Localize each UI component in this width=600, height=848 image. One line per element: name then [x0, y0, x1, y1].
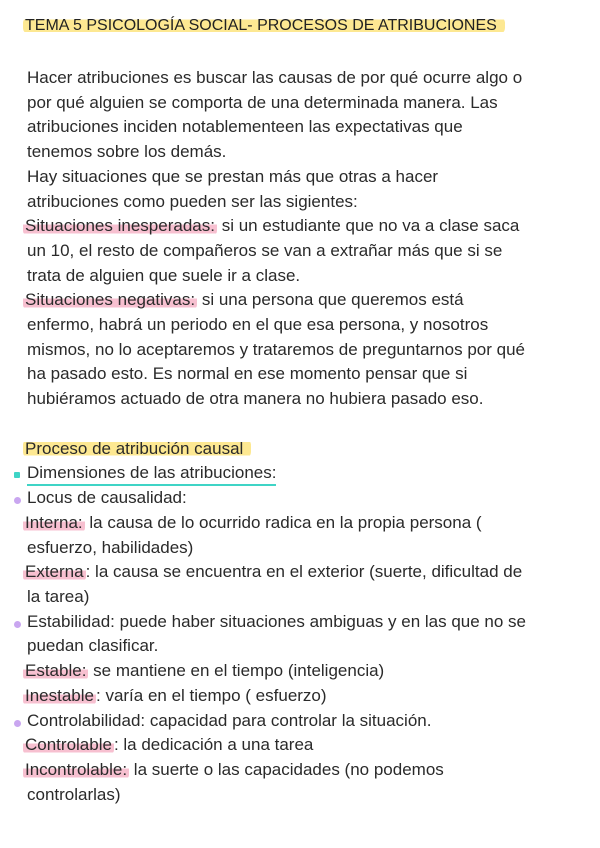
- term-interna: Interna:: [25, 512, 83, 532]
- controlabilidad-label: Controlabilidad: capacidad para controlar la situación.: [27, 710, 432, 730]
- lavender-bullet-icon: [14, 720, 21, 727]
- body-line: ha pasado esto. Es normal en ese momento pensar que si: [27, 364, 468, 384]
- body-line: esfuerzo, habilidades): [27, 537, 194, 557]
- heading-dimensiones: Dimensiones de las atribuciones:: [27, 462, 276, 486]
- bullet-dimensiones: [27, 461, 577, 486]
- intro-line: Hacer atribuciones es buscar las causas de por qué ocurre algo o: [27, 68, 523, 87]
- term-inestable: Inestable: [25, 685, 94, 705]
- definition-text: la suerte o las capacidades (no podemos: [129, 759, 444, 779]
- locus-label: Locus de causalidad:: [27, 488, 187, 508]
- intro-line: Hay situaciones que se prestan más que otras a hacer: [27, 166, 439, 186]
- spacer: [27, 412, 577, 437]
- definition-text: : varía en el tiempo ( esfuerzo): [96, 685, 327, 705]
- section-heading: [27, 437, 577, 462]
- bullet-controlabilidad: [27, 709, 577, 734]
- item-interna: [27, 511, 577, 536]
- body-line: enfermo, habrá un periodo en el que esa persona, y nosotros: [27, 315, 489, 335]
- intro-line: atribuciones como pueden ser las sigientes:: [27, 191, 358, 211]
- body-line: hubiéramos actuado de otra manera no hubiera pasado eso.: [27, 389, 484, 409]
- definition-text: : la causa se encuentra en el exterior (suerte, dificultad de: [85, 562, 523, 582]
- heading-proceso: Proceso de atribución causal: [23, 439, 251, 458]
- item-inestable: [27, 684, 577, 709]
- term-externa: Externa: [25, 562, 84, 582]
- body-line: un 10, el resto de compañeros se van a extrañar más que si se: [27, 240, 503, 260]
- definition-text: si un estudiante que no va a clase saca: [216, 216, 520, 236]
- item-externa: [27, 560, 577, 585]
- body-line: controlarlas): [27, 784, 121, 804]
- intro-line: atribuciones inciden notablementeen las expectativas que: [27, 117, 463, 137]
- bullet-estabilidad: [27, 610, 577, 635]
- term-estable: Estable:: [25, 661, 87, 681]
- body-line: la tarea): [27, 587, 90, 607]
- term-controlable: Controlable: [25, 735, 112, 755]
- page-title: [27, 17, 505, 35]
- situacion-negativa: [27, 288, 577, 313]
- note-body: [27, 66, 577, 807]
- definition-text: se mantiene en el tiempo (inteligencia): [88, 661, 385, 681]
- teal-bullet-icon: [14, 472, 20, 478]
- estabilidad-label: Estabilidad: puede haber situaciones ambiguas y en las que no se: [27, 611, 527, 631]
- definition-text: : la dedicación a una tarea: [113, 735, 314, 755]
- item-estable: [27, 659, 577, 684]
- body-line: mismos, no lo aceptaremos y trataremos de preguntarnos por qué: [27, 339, 525, 359]
- bullet-locus: [27, 486, 577, 511]
- situacion-inesperada: [27, 214, 577, 239]
- definition-text: si una persona que queremos está: [197, 290, 464, 310]
- body-line: trata de alguien que suele ir a clase.: [27, 265, 301, 285]
- body-line: puedan clasificar.: [27, 636, 159, 656]
- lavender-bullet-icon: [14, 621, 21, 628]
- title-highlight: TEMA 5 PSICOLOGÍA SOCIAL- PROCESOS DE ATRIBUCIONES: [23, 17, 505, 34]
- term-situaciones-negativas: Situaciones negativas:: [25, 290, 196, 310]
- definition-text: la causa de lo ocurrido radica en la propia persona (: [84, 512, 482, 532]
- term-incontrolable: Incontrolable:: [25, 759, 128, 779]
- lavender-bullet-icon: [14, 497, 21, 504]
- intro-line: tenemos sobre los demás.: [27, 142, 227, 162]
- intro-line: por qué alguien se comporta de una determinada manera. Las: [27, 92, 498, 112]
- item-controlable: [27, 733, 577, 758]
- item-incontrolable: [27, 758, 577, 783]
- term-situaciones-inesperadas: Situaciones inesperadas:: [25, 216, 215, 236]
